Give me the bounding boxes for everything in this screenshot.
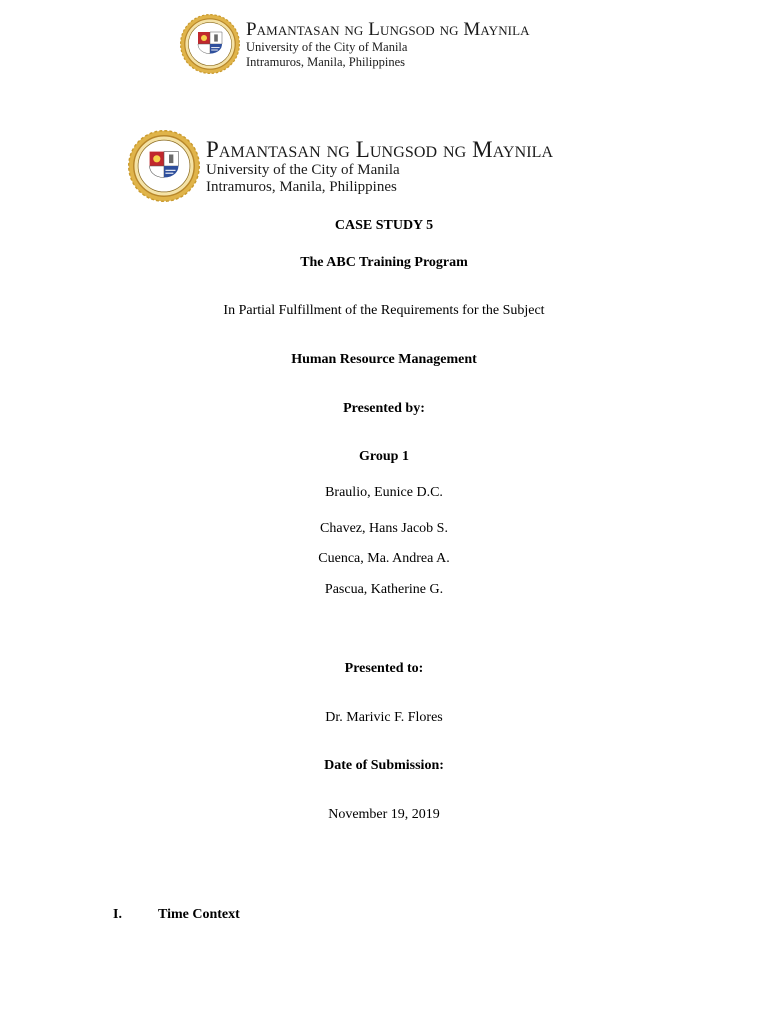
letterhead-text [246, 20, 530, 68]
submission-date: November 19, 2019 [328, 807, 440, 822]
section-title: Time Context [158, 907, 240, 922]
group-name: Group 1 [359, 449, 409, 464]
case-study-title: CASE STUDY 5 [334, 218, 434, 233]
program-title: The ABC Training Program [300, 255, 468, 270]
presented-to-label: Presented to: [344, 661, 424, 676]
fulfillment-statement: In Partial Fulfillment of the Requirements for the Subject [223, 303, 545, 318]
member-name: Pascua, Katherine G. [324, 582, 444, 597]
instructor-name: Dr. Marivic F. Flores [325, 710, 443, 725]
member-name: Cuenca, Ma. Andrea A. [318, 551, 450, 566]
member-name: Braulio, Eunice D.C. [325, 485, 443, 500]
presented-by-label: Presented by: [343, 401, 425, 416]
member-name: Chavez, Hans Jacob S. [320, 521, 448, 536]
university-seal-icon [128, 130, 200, 202]
section-heading [113, 907, 240, 923]
university-seal-icon [180, 14, 240, 74]
letterhead-top [180, 14, 530, 74]
letterhead-text [206, 138, 553, 195]
university-address: Intramuros, Manila, Philippines [246, 54, 406, 69]
university-english-name: University of the City of Manila [246, 40, 408, 54]
university-english-name: University of the City of Manila [206, 161, 400, 178]
subject-name: Human Resource Management [291, 352, 477, 367]
submission-date-label: Date of Submission: [324, 758, 444, 773]
letterhead-second [128, 130, 553, 202]
section-numeral: I. [113, 907, 122, 922]
university-name: Pamantasan ng Lungsod ng Maynila [246, 19, 530, 40]
university-name: Pamantasan ng Lungsod ng Maynila [206, 136, 554, 162]
university-address: Intramuros, Manila, Philippines [206, 178, 397, 195]
